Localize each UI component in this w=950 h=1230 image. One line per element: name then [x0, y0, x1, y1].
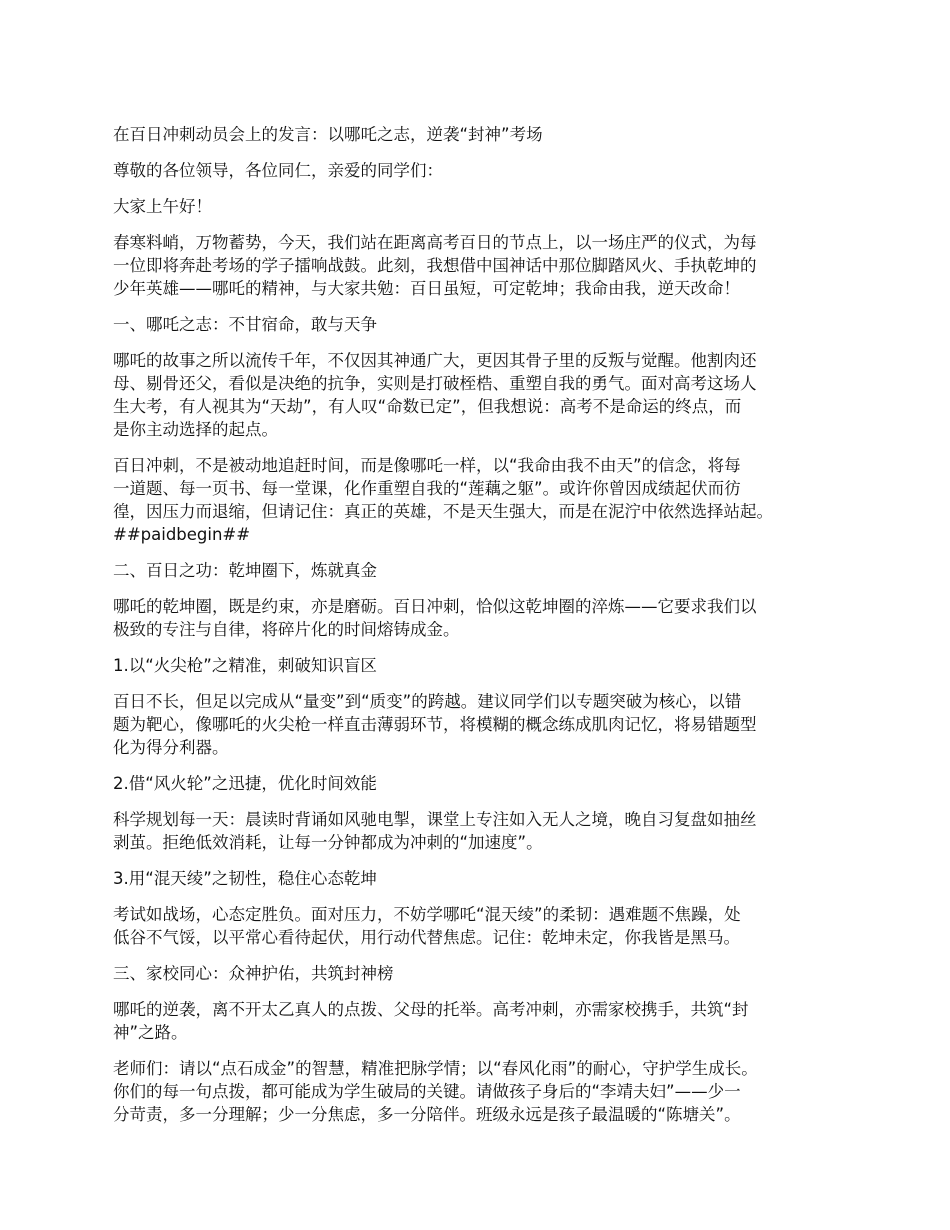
- section3-heading: 三、家校同心：众神护佑，共筑封神榜: [113, 964, 394, 983]
- section2-paragraph-1: 哪吒的乾坤圈，既是约束，亦是磨砺。百日冲刺，恰似这乾坤圈的淬炼——它要求我们以 极致的专注与自律，将碎片化的时间熔铸成金。: [113, 597, 757, 639]
- section1-paragraph-2: 百日冲刺，不是被动地追赶时间，而是像哪吒一样，以“我命由我不由天”的信念，将每 一道题、每一页书、每一堂课，化作重塑自我的“莲藕之躯”。或许你曾因成绩起伏而彷 徨，因压力而退缩，但请记住：真正的英雄，不是天生强大，而是在泥泞中依然选择站起。: [113, 456, 773, 521]
- section2-subtext-2: 科学规划每一天：晨读时背诵如风驰电掣，课堂上专注如入无人之境，晚自习复盘如抽丝 剥茧。拒绝低效消耗，让每一分钟都成为冲刺的“加速度”。: [113, 810, 757, 852]
- section2-heading: 二、百日之功：乾坤圈下，炼就真金: [113, 561, 377, 580]
- document-page: [113, 123, 853, 1139]
- section2-subtext-3: 考试如战场，心态定胜负。面对压力，不妨学哪吒“混天绫”的柔韧：遇难题不焦躁，处 低谷不气馁，以平常心看待起伏，用行动代替焦虑。记住：乾坤未定，你我皆是黑马。: [113, 905, 741, 947]
- section2-subtext-1: 百日不长，但足以完成从“量变”到“质变”的跨越。建议同学们以专题突破为核心，以错 题为靶心，像哪吒的火尖枪一样直击薄弱环节，将模糊的概念练成肌肉记忆，将易错题型 化为得分利器。: [113, 692, 757, 757]
- section2-subheading-1: 1.以“火尖枪”之精准，刺破知识盲区: [113, 656, 377, 675]
- section2-subheading-2: 2.借“风火轮”之迅捷，优化时间效能: [113, 774, 377, 793]
- greeting: 大家上午好！: [113, 197, 212, 216]
- section3-paragraph-1: 哪吒的逆袭，离不开太乙真人的点拨、父母的托举。高考冲刺，亦需家校携手，共筑“封 神”之路。: [113, 1000, 749, 1042]
- salutation: 尊敬的各位领导，各位同仁，亲爱的同学们：: [113, 161, 443, 180]
- section3-paragraph-2: 老师们：请以“点石成金”的智慧，精准把脉学情；以“春风化雨”的耐心，守护学生成长。 你们的每一句点拨，都可能成为学生破局的关键。请做孩子身后的“李靖夫妇”——少一 分苛责，多一分理解；少一分焦虑，多一分陪伴。班级永远是孩子最温暖的“陈塘关”。: [113, 1059, 758, 1124]
- section1-paragraph-1: 哪吒的故事之所以流传千年，不仅因其神通广大，更因其骨子里的反叛与觉醒。他割肉还 母、剔骨还父，看似是决绝的抗争，实则是打破桎梏、重塑自我的勇气。面对高考这场人 生大考，有人视其为“天劫”，有人叹“命数已定”，但我想说：高考不是命运的终点，而 是你主动选择的起点。: [113, 351, 757, 439]
- paid-marker: ##paidbegin##: [113, 525, 251, 544]
- section2-subheading-3: 3.用“混天绫”之韧性，稳住心态乾坤: [113, 869, 377, 888]
- section1-heading: 一、哪吒之志：不甘宿命，敢与天争: [113, 315, 377, 334]
- intro-paragraph: 春寒料峭，万物蓄势，今天，我们站在距离高考百日的节点上，以一场庄严的仪式，为每 一位即将奔赴考场的学子擂响战鼓。此刻，我想借中国神话中那位脚踏风火、手执乾坤的 少年英雄——哪吒的精神，与大家共勉：百日虽短，可定乾坤；我命由我，逆天改命！: [113, 233, 757, 298]
- speech-title: 在百日冲刺动员会上的发言：以哪吒之志，逆袭“封神”考场: [113, 125, 543, 144]
